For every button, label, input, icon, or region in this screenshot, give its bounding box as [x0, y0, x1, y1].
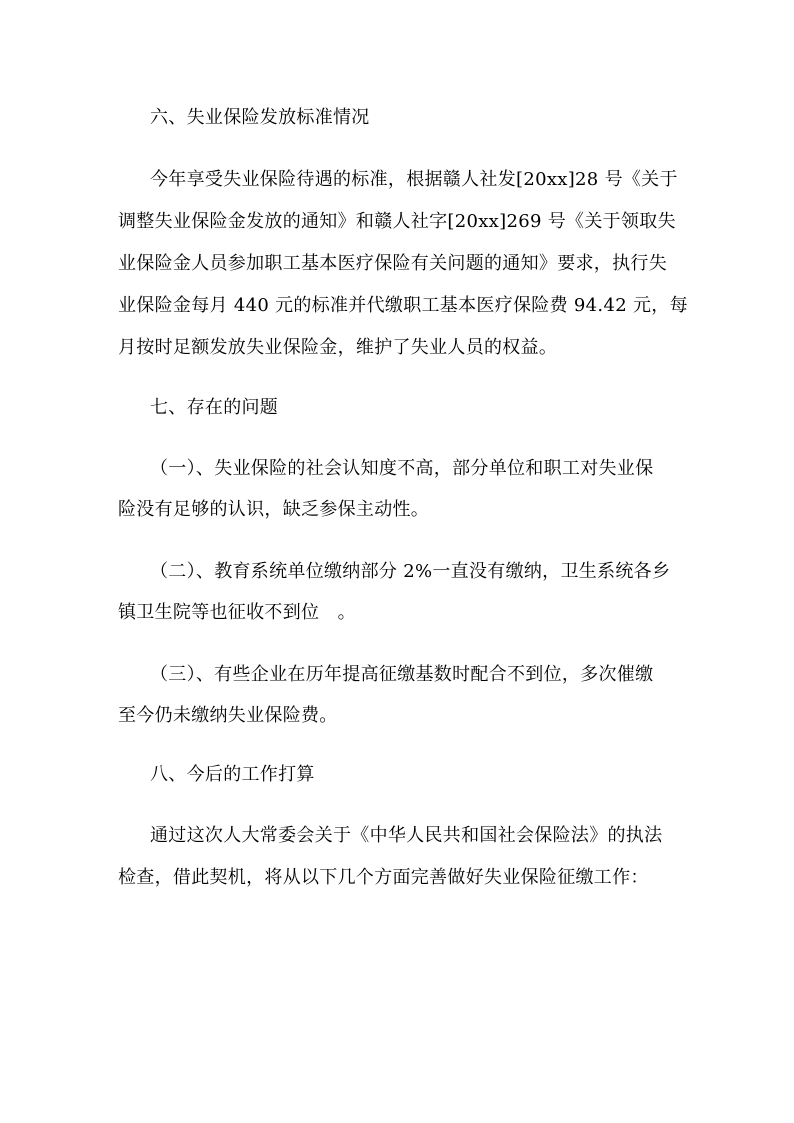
section-7-item-1-line: 险没有足够的认识，缺乏参保主动性。 — [118, 499, 430, 520]
section-6-paragraph-line: 业保险金人员参加职工基本医疗保险有关问题的通知》要求，执行失 — [118, 253, 667, 274]
section-7-item-3-line: 至今仍未缴纳失业保险费。 — [118, 705, 338, 726]
section-6-paragraph-line: 业保险金每月 440 元的标准并代缴职工基本医疗保险费 94.42 元，每 — [118, 295, 688, 316]
section-8-paragraph-line: 检查，借此契机，将从以下几个方面完善做好失业保险征缴工作： — [118, 867, 649, 888]
section-6-paragraph-line: 今年享受失业保险待遇的标准，根据赣人社发[20xx]28 号《关于 — [150, 169, 678, 190]
section-7-item-2-line: （二）、教育系统单位缴纳部分 2%一直没有缴纳，卫生系统各乡 — [150, 561, 671, 582]
section-8-paragraph-line: 通过这次人大常委会关于《中华人民共和国社会保险法》的执法 — [150, 825, 663, 846]
section-7-item-3-line: （三）、有些企业在历年提高征缴基数时配合不到位，多次催缴 — [150, 664, 654, 685]
section-7-item-1-line: （一）、失业保险的社会认知度不高，部分单位和职工对失业保 — [150, 458, 654, 479]
section-6-paragraph-line: 调整失业保险金发放的通知》和赣人社字[20xx]269 号《关于领取失 — [118, 211, 676, 232]
section-7-heading: 七、存在的问题 — [150, 397, 279, 418]
section-8-heading: 八、今后的工作打算 — [150, 764, 315, 785]
section-6-paragraph-line: 月按时足额发放失业保险金，维护了失业人员的权益。 — [118, 337, 558, 358]
section-7-item-2-line: 镇卫生院等也征收不到位 。 — [118, 602, 356, 623]
section-6-heading: 六、失业保险发放标准情况 — [150, 107, 370, 128]
